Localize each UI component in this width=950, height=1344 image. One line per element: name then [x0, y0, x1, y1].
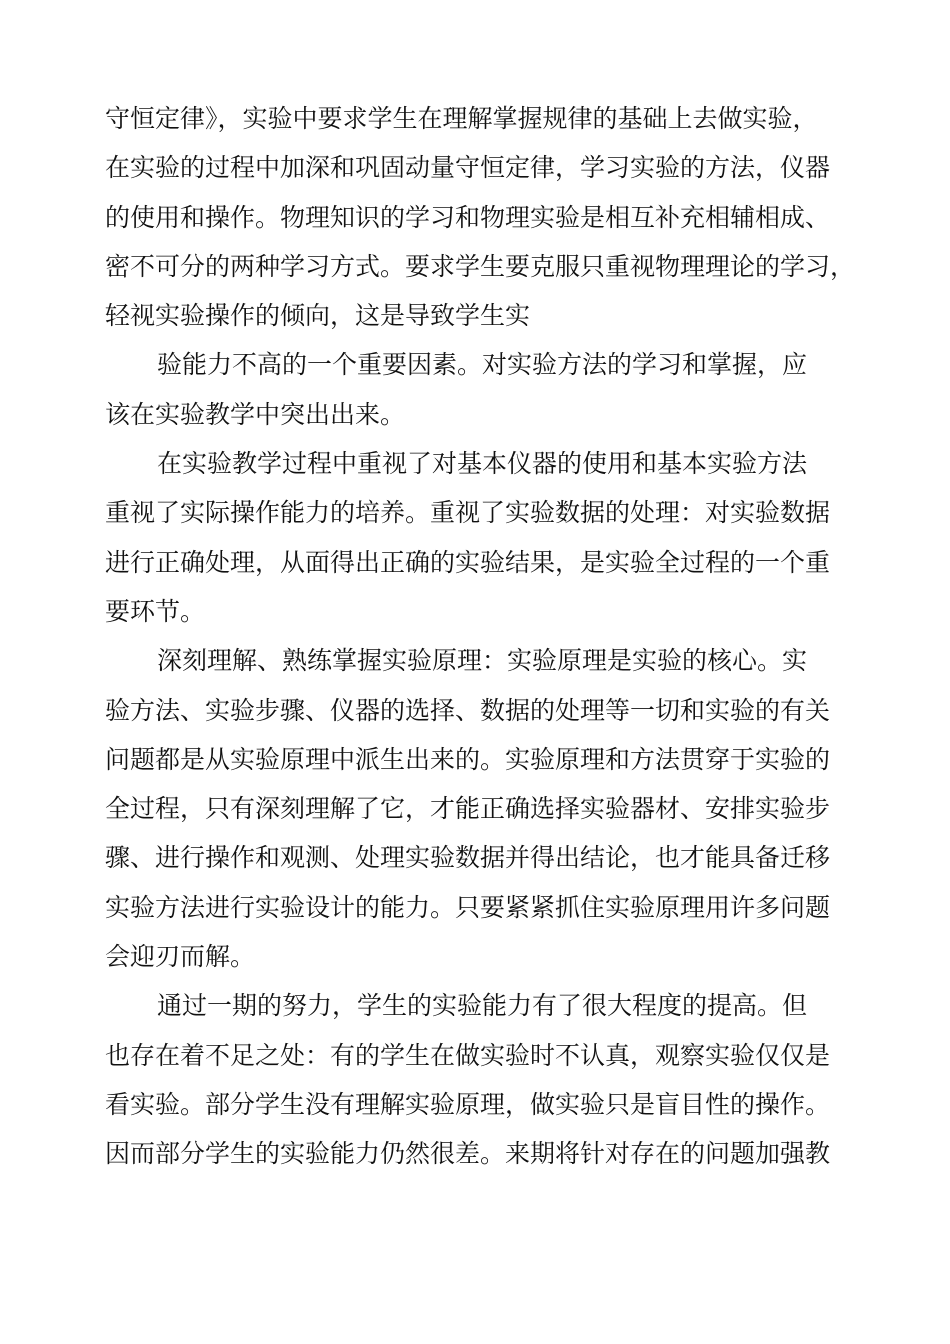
- text-line: 问题都是从实验原理中派生出来的。实验原理和方法贯穿于实验的: [105, 744, 831, 774]
- document-body: [105, 94, 865, 1179]
- text-line: 深刻理解、熟练掌握实验原理：实验原理是实验的核心。实: [157, 646, 808, 676]
- paragraph: [105, 439, 865, 636]
- text-line: 在实验的过程中加深和巩固动量守恒定律，学习实验的方法，仪器: [105, 153, 831, 183]
- text-line: 也存在着不足之处：有的学生在做实验时不认真，观察实验仅仅是: [105, 1040, 831, 1070]
- text-line: 验能力不高的一个重要因素。对实验方法的学习和掌握，应: [157, 350, 808, 380]
- text-line: 要环节。: [105, 596, 206, 626]
- text-line: 通过一期的努力，学生的实验能力有了很大程度的提高。但: [157, 991, 808, 1021]
- text-line: 看实验。部分学生没有理解实验原理，做实验只是盲目性的操作。: [105, 1089, 831, 1119]
- paragraph: [105, 636, 865, 981]
- text-line: 守恒定律》，实验中要求学生在理解掌握规律的基础上去做实验，: [105, 104, 818, 133]
- text-line: 骤、进行操作和观测、处理实验数据并得出结论，也才能具备迁移: [105, 843, 831, 873]
- text-line: 会迎刃而解。: [105, 942, 256, 972]
- text-line: 重视了实际操作能力的培养。重视了实验数据的处理：对实验数据: [105, 498, 831, 528]
- paragraph: [105, 340, 865, 439]
- text-line: 实验方法进行实验设计的能力。只要紧紧抓住实验原理用许多问题: [105, 892, 831, 922]
- text-line: 在实验教学过程中重视了对基本仪器的使用和基本实验方法: [157, 449, 808, 479]
- text-line: 该在实验教学中突出出来。: [105, 399, 406, 429]
- text-line: 轻视实验操作的倾向，这是导致学生实: [105, 301, 531, 331]
- text-line: 验方法、实验步骤、仪器的选择、数据的处理等一切和实验的有关: [105, 695, 831, 725]
- text-line: 进行正确处理，从面得出正确的实验结果，是实验全过程的一个重: [105, 547, 831, 577]
- paragraph: [105, 94, 865, 340]
- text-line: 密不可分的两种学习方式。要求学生要克服只重视物理理论的学习，: [105, 251, 856, 281]
- text-line: 的使用和操作。物理知识的学习和物理实验是相互补充相辅相成、: [105, 202, 831, 232]
- text-line: 因而部分学生的实验能力仍然很差。来期将针对存在的问题加强教: [105, 1139, 831, 1169]
- text-line: 全过程，只有深刻理解了它，才能正确选择实验器材、安排实验步: [105, 794, 831, 824]
- paragraph: [105, 981, 865, 1178]
